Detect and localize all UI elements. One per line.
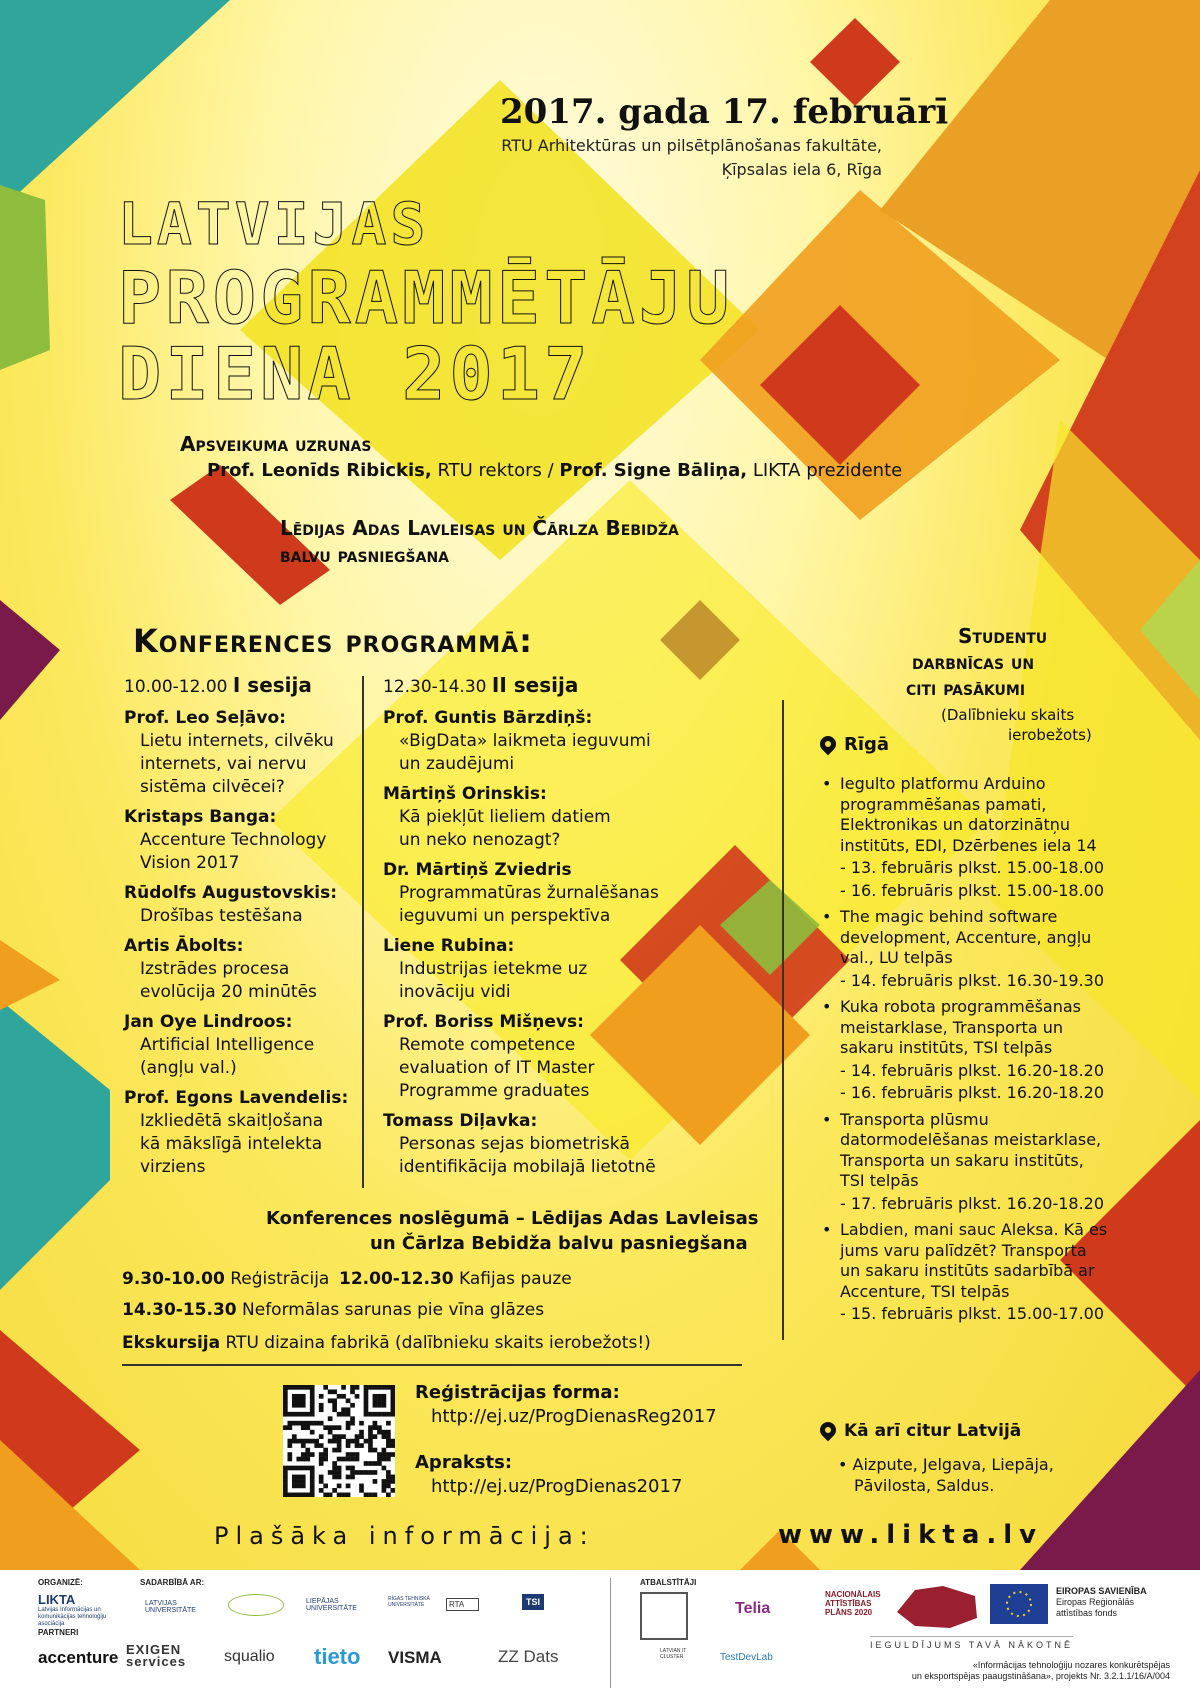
coop-logo-rtu: RĪGAS TEHNISKĀ UNIVERSITĀTE: [388, 1596, 430, 1608]
workshop-date: - 17. februāris plkst. 16.20-18.20: [840, 1193, 1105, 1213]
schedule-row1: [122, 1269, 329, 1289]
greetings-role2: LIKTA prezidente: [747, 460, 903, 481]
program-heading: Konferences programmā:: [133, 622, 533, 660]
schedule-divider: [122, 1364, 742, 1366]
talk-gap: [124, 928, 354, 935]
location-pin-icon: [817, 1419, 840, 1442]
talk-title-line: virziens: [140, 1157, 206, 1177]
elsewhere-label: Kā arī citur Latvijā: [844, 1421, 1022, 1441]
talk-speaker: Mārtiņš Orinskis:: [383, 784, 547, 804]
venue-line1: RTU Arhitektūras un pilsētplānošanas fakultāte,: [501, 136, 882, 155]
elsewhere-text1: Aizpute, Jelgava, Liepāja,: [852, 1455, 1054, 1474]
talk-speaker: Rūdolfs Augustovskis:: [124, 883, 338, 903]
title-line1: LATVIJAS: [118, 190, 430, 258]
talk-gap: [383, 928, 683, 935]
shape-orange-left-lower: [0, 940, 60, 1010]
session1-time: 10.00-12.00: [124, 677, 228, 697]
workshop-line: Transporta plūsmu: [840, 1109, 989, 1129]
talk: [383, 859, 683, 928]
workshop-date: - 15. februāris plkst. 15.00-17.00: [840, 1304, 1105, 1323]
talk-speaker: Prof. Egons Lavendelis:: [124, 1088, 349, 1108]
talk-gap: [124, 799, 354, 806]
workshop-line: meistarklase, Transporta un: [840, 1017, 1063, 1037]
talk-speaker: Jan Oye Lindroos:: [124, 1012, 293, 1032]
title-line3: DIENA 2017: [118, 332, 592, 416]
talk-title-line: Vision 2017: [140, 853, 240, 873]
talk: [124, 1011, 354, 1080]
workshop-line: Transporta un sakaru institūts,: [840, 1150, 1084, 1170]
talk-title-line: Industrijas ietekme uz: [399, 959, 588, 979]
closing-line1: Konferences noslēgumā – Lēdijas Adas Lavleisas: [266, 1208, 759, 1229]
registration-form-url[interactable]: http://ej.uz/ProgDienasReg2017: [431, 1406, 717, 1427]
talk-speaker: Dr. Mārtiņš Zviedris: [383, 860, 572, 880]
latvia-map-icon: [895, 1582, 980, 1632]
workshop-line: Kuka robota programmēšanas: [840, 997, 1081, 1016]
talk-gap: [383, 852, 683, 859]
schedule-coffee-time: 12.00-12.30: [339, 1269, 454, 1289]
supporter-testdevlab: TestDevLab: [720, 1652, 773, 1663]
talk: [383, 935, 683, 1004]
shape-teal-left-lower: [0, 1000, 110, 1290]
talk-title-line: Kā piekļūt lieliem datiem: [399, 807, 611, 827]
shape-green-left: [0, 185, 50, 370]
workshop-line: un sakaru institūts sadarbībā ar: [840, 1261, 1095, 1280]
eu-flag-icon: [990, 1584, 1048, 1624]
talk-title-line: Remote competence: [399, 1035, 576, 1055]
talk-speaker: Prof. Boriss Mišņevs:: [383, 1012, 584, 1032]
schedule-row3: [122, 1333, 651, 1353]
talk-title-line: Izkliedētā skaitļošana: [140, 1111, 324, 1131]
talk-title-line: Programme graduates: [399, 1081, 590, 1101]
eu-line2: Eiropas Reģionālās: [1056, 1597, 1135, 1607]
likta-logo: LIKTA: [38, 1592, 76, 1607]
closing-line2: un Čārlza Bebidža balvu pasniegšana: [370, 1233, 748, 1254]
workshop-date: - 14. februāris plkst. 16.30-19.30: [840, 970, 1105, 990]
workshops-note-line2: ierobežots): [1008, 726, 1092, 744]
greetings-role1: RTU rektors /: [431, 460, 560, 481]
partner-exigen: EXIGEN services: [126, 1642, 187, 1669]
project-line2: un eksportspējas paaugstināšana», projekts Nr. 3.2.1.1/16/A/004: [911, 1671, 1170, 1681]
talk-title-line: evolūcija 20 minūtēs: [140, 982, 317, 1002]
supporter-edi-logo: [640, 1592, 688, 1640]
talk: [124, 806, 354, 875]
talk-gap: [124, 1004, 354, 1011]
session2-header: [383, 674, 683, 699]
talk-title-line: Programmatūras žurnalēšanas: [399, 883, 659, 903]
more-info-label: Plašāka informācija:: [214, 1522, 595, 1550]
workshop-item: [822, 1220, 1182, 1325]
talk-title-line: kā mākslīgā intelekta: [140, 1134, 323, 1154]
talk-title-line: un neko nenozagt?: [399, 830, 561, 850]
talk-title-line: sistēma cilvēcei?: [140, 777, 285, 797]
session2-talks: [383, 707, 683, 1186]
talk-title-line: Izstrādes procesa: [140, 959, 290, 979]
description-label: Apraksts:: [415, 1452, 513, 1473]
talk-speaker: Tomass Diļavka:: [383, 1111, 538, 1131]
schedule-row2: [122, 1300, 544, 1320]
talk: [124, 707, 354, 799]
greetings-speaker1: Prof. Leonīds Ribickis,: [207, 460, 432, 481]
riga-label: Rīgā: [844, 734, 890, 755]
schedule-informal-time: 14.30-15.30: [122, 1300, 237, 1320]
coop-logo-lu: LATVIJAS UNIVERSITĀTE: [145, 1600, 196, 1614]
elsewhere-line2: Pāvilosta, Saldus.: [854, 1476, 995, 1495]
session2-name: II sesija: [491, 673, 579, 697]
workshops-list: [822, 774, 1182, 1331]
more-info-url[interactable]: www.likta.lv: [778, 1520, 1044, 1550]
workshops-note-line1: (Dalībnieku skaits: [941, 706, 1075, 724]
workshop-date: - 14. februāris plkst. 16.20-18.20: [840, 1060, 1105, 1080]
workshop-date: - 16. februāris plkst. 16.20-18.20: [840, 1083, 1105, 1102]
qr-code[interactable]: [283, 1385, 395, 1497]
title-line2: PROGRAMMĒTĀJU: [118, 256, 734, 340]
schedule-excursion-text: RTU dizaina fabrikā (dalībnieku skaits ierobežots!): [220, 1333, 651, 1353]
organize-label: ORGANIZĒ:: [38, 1578, 83, 1587]
talk-gap: [383, 1103, 683, 1110]
partner-tieto: tieto: [314, 1644, 361, 1669]
workshop-line: TSI telpās: [840, 1171, 919, 1190]
coop-logo-tsi: TSI: [522, 1594, 544, 1610]
greetings-speakers: [207, 460, 902, 481]
coop-logo-liepu: LIEPĀJAS UNIVERSITĀTE: [306, 1598, 357, 1612]
talk-title-line: (angļu val.): [140, 1058, 237, 1078]
invest-slogan: IEGULDĪJUMS TAVĀ NĀKOTNĒ: [870, 1636, 1073, 1650]
schedule-coffee-label: Kafijas pauze: [459, 1269, 572, 1289]
talk-gap: [383, 776, 683, 783]
workshop-line: Accenture, TSI telpās: [840, 1281, 1010, 1301]
talk: [124, 882, 354, 928]
eu-text: [1056, 1586, 1147, 1619]
workshop-line: val., LU telpās: [840, 948, 953, 967]
riga-heading: [820, 734, 889, 755]
workshop-date: - 13. februāris plkst. 15.00-18.00: [840, 858, 1105, 877]
partner-accenture: accenture: [38, 1648, 119, 1667]
workshop-line: sakaru institūts, TSI telpās: [840, 1038, 1053, 1057]
talk-title-line: un zaudējumi: [399, 754, 515, 774]
talk-speaker: Prof. Leo Seļāvo:: [124, 708, 286, 728]
workshops-heading-line2: darbnīcas un: [912, 650, 1035, 674]
schedule-reg-time: 9.30-10.00: [122, 1269, 225, 1289]
bullet-icon: •: [822, 997, 832, 1016]
schedule-excursion-bold: Ekskursija: [122, 1333, 221, 1353]
greetings-heading: Apsveikuma uzrunas: [180, 432, 372, 456]
talk-title-line: internets, vai nervu: [140, 754, 307, 774]
workshops-heading-line1: Studentu: [958, 624, 1048, 648]
project-line1: «Informācijas tehnoloģiju nozares konkurētspējas: [972, 1660, 1170, 1670]
shape-purple-left: [0, 600, 60, 720]
awards-line2: balvu pasniegšana: [280, 543, 450, 567]
location-pin-icon: [817, 733, 840, 756]
schedule-row1b: [339, 1269, 572, 1289]
workshop-line: Elektronikas un datorzinātņu: [840, 815, 1071, 834]
partner-zzdats: ZZ Dats: [498, 1647, 559, 1666]
partner-squalio: squalio: [224, 1648, 275, 1665]
workshops-divider: [782, 700, 784, 1340]
schedule-reg-label: Reģistrācija: [230, 1269, 330, 1289]
nap-line1: NACIONĀLAIS: [825, 1590, 881, 1599]
workshop-item: [822, 1110, 1182, 1215]
session-divider: [362, 676, 364, 1188]
workshop-item: [822, 774, 1182, 901]
supporters-label: ATBALSTĪTĀJI: [640, 1578, 697, 1587]
talk-speaker: Artis Ābolts:: [124, 936, 244, 956]
workshop-line: Labdien, mani sauc Aleksa. Kā es: [840, 1220, 1108, 1239]
session1-name: I sesija: [232, 673, 312, 697]
greetings-speaker2: Prof. Signe Bāliņa,: [559, 460, 748, 481]
eu-line1: EIROPAS SAVIENĪBA: [1056, 1586, 1147, 1596]
talk-gap: [383, 1004, 683, 1011]
workshop-line: programmēšanas pamati,: [840, 794, 1047, 814]
talk: [124, 1087, 354, 1179]
workshops-heading-line3: citi pasākumi: [906, 676, 1026, 700]
talk-gap: [383, 1179, 683, 1186]
talk-gap: [124, 1080, 354, 1087]
workshop-item: [822, 907, 1182, 991]
session2-column: [383, 674, 683, 1186]
talk-gap: [124, 875, 354, 882]
bullet-icon: •: [822, 1220, 832, 1239]
session1-talks: [124, 707, 354, 1186]
workshop-line: datormodelēšanas meistarklase,: [840, 1130, 1102, 1149]
talk-title-line: Drošības testēšana: [140, 906, 303, 926]
workshop-line: institūts, EDI, Dzērbenes iela 14: [840, 835, 1097, 855]
session1-header: [124, 674, 354, 699]
talk-title-line: Lietu internets, cilvēku: [140, 731, 334, 751]
elsewhere-list: [838, 1454, 1054, 1496]
talk-title-line: Personas sejas biometriskā: [399, 1134, 630, 1154]
session2-time: 12.30-14.30: [383, 677, 487, 697]
nap-logo: [825, 1590, 881, 1617]
awards-line1: Lēdijas Adas Lavleisas un Čārlza Bebidža: [280, 516, 679, 540]
footer-separator: [610, 1578, 611, 1688]
talk-title-line: evaluation of IT Master: [399, 1058, 595, 1078]
partners-label: PARTNERI: [38, 1628, 79, 1637]
workshop-item: [822, 997, 1182, 1104]
eu-line3: attīstības fonds: [1056, 1608, 1118, 1618]
workshop-date: - 16. februāris plkst. 15.00-18.00: [840, 880, 1105, 900]
talk-title-line: inovāciju vidi: [399, 982, 511, 1002]
workshop-line: development, Accenture, angļu: [840, 927, 1092, 947]
talk-title-line: Accenture Technology: [140, 830, 327, 850]
likta-sub: Latvijas Informācijas un komunikācijas tehnoloģiju asociācija: [38, 1607, 107, 1627]
elsewhere-heading: [820, 1421, 1021, 1441]
bullet-icon: •: [822, 907, 832, 926]
bullet-icon: •: [822, 774, 832, 793]
supporter-telia: Telia: [735, 1600, 771, 1617]
workshop-line: jums varu palīdzēt? Transporta: [840, 1240, 1087, 1260]
talk: [383, 1011, 683, 1103]
session1-column: [124, 674, 354, 1186]
supporter-itcluster: LATVIAN IT CLUSTER: [660, 1648, 687, 1660]
event-date: 2017. gada 17. februārī: [500, 92, 949, 132]
workshop-line: Iegulto platformu Arduino: [840, 774, 1046, 793]
elsewhere-line1: • Aizpute, Jelgava, Liepāja,: [838, 1455, 1054, 1474]
talk: [383, 707, 683, 776]
talk-speaker: Prof. Guntis Bārzdiņš:: [383, 708, 593, 728]
schedule-informal-label: Neformālas sarunas pie vīna glāzes: [242, 1300, 545, 1320]
bullet-icon: •: [822, 1109, 832, 1129]
coop-logo-rta: RTA: [446, 1598, 479, 1611]
registration-form-label: Reģistrācijas forma:: [415, 1382, 620, 1403]
shape-teal-left-top: [0, 0, 230, 210]
footer: [0, 1570, 1200, 1698]
nap-line3: PLĀNS 2020: [825, 1608, 873, 1617]
talk-title-line: identifikācija mobilajā lietotnē: [399, 1157, 656, 1177]
description-url[interactable]: http://ej.uz/ProgDienas2017: [431, 1476, 683, 1497]
talk: [383, 783, 683, 852]
venue-line2: Ķīpsalas iela 6, Rīga: [721, 160, 882, 179]
talk: [124, 935, 354, 1004]
talk-title-line: Artificial Intelligence: [140, 1035, 315, 1055]
project-text: [912, 1660, 1170, 1682]
talk-gap: [124, 1179, 354, 1186]
partner-visma: VISMA: [388, 1648, 442, 1667]
cooperation-label: SADARBĪBĀ AR:: [140, 1578, 205, 1587]
talk: [383, 1110, 683, 1179]
talk-title-line: ieguvumi un perspektīva: [399, 906, 611, 926]
coop-logo-llu: [228, 1594, 284, 1616]
talk-speaker: Kristaps Banga:: [124, 807, 277, 827]
nap-line2: ATTĪSTĪBAS: [825, 1599, 872, 1608]
workshop-line: The magic behind software: [840, 907, 1058, 926]
talk-speaker: Liene Rubina:: [383, 936, 515, 956]
talk-title-line: «BigData» laikmeta ieguvumi: [399, 731, 651, 751]
